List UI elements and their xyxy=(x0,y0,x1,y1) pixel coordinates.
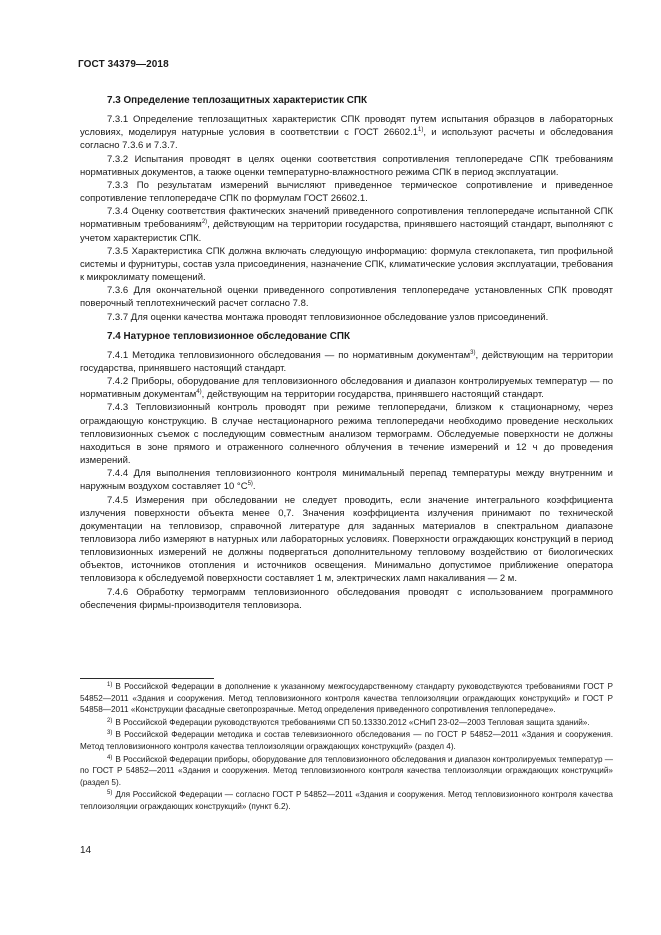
footnote-ref-2: 2) xyxy=(201,219,208,226)
paragraph-7-4-2: 7.4.2 Приборы, оборудование для тепловизионного обследования и диапазон контролируемых температур — по нормативным документам$^{4)}$, действующим на территории государства, принявшего настоящий стандарт. xyxy=(80,376,613,401)
paragraph-7-4-4: 7.4.4 Для выполнения тепловизионного контроля минимальный перепад температуры между внутренним и наружным воздухом составляет 10 $^\circ С^{5)}$. xyxy=(80,468,613,493)
paragraph-7-3-1: 7.3.1 Определение теплозащитных характеристик СПК проводят путем испытания образцов в лабораторных условиях, моделируя натурные условия в соответствии с ГОСТ 26602.1$^{1)}$, и используют расчеты и обследования согласно 7.3.6 и 7.3.7. xyxy=(80,114,613,152)
main-text xyxy=(80,94,613,612)
paragraph-7-4-5: 7.4.5 Измерения при обследовании не следует проводить, если значение интегрального коэффициента излучения поверхности объекта менее 0,7. Значения коэффициента излучения принимают по технической документации на тепловизор, справочной литературе для заданных материалов в спектральном диапазоне тепловизора либо измеряют в натурных или лабораторных условиях. Поверхности ограждающих конструкций в период тепловизионных измерений не должны подвергаться дополнительному тепловому воздействию от биологических объектов, источников отопления и источников освещения. Минимально допустимое приближение оператора тепловизора к обследуемой поверхности составляет 1 м, электрических ламп накаливания — 2 м. xyxy=(80,494,613,585)
section-heading-7-4: 7.4 Натурное тепловизионное обследование СПК xyxy=(107,330,351,342)
footnote-ref-3: 3) xyxy=(470,349,476,356)
paragraph-7-4-1: 7.4.1 Методика тепловизионного обследования — по нормативным документам$^{3)}$, действующим на территории государства, принявшего настоящий стандарт. xyxy=(80,349,614,374)
paragraph-7-3-6: 7.3.6 Для окончательной оценки приведенного сопротивления теплопередаче установленных СПК проводят поверочный теплотехнический расчет согласно 7.8. xyxy=(80,285,613,310)
paragraph-7-4-6: 7.4.6 Обработку термограмм тепловизионного обследования проводят с использованием программного обеспечения фирмы-производителя тепловизора. xyxy=(80,586,613,611)
footnote-5: $^{5)}$ Для Российской Федерации — согласно ГОСТ Р 54852—2011 «Здания и сооружения. Метод тепловизионного контроля качества теплоизоляции ограждающих конструкций» (пункт 6.2). xyxy=(80,790,613,811)
footnote-4: $^{4)}$ В Российской Федерации приборы, оборудование для тепловизионного обследования и диапазон контролируемых температур — по ГОСТ Р 54852—2011 «Здания и сооружения. Метод тепловизионного контроля качества теплоизоляции ограждающих конструкций» (раздел 5). xyxy=(80,754,613,787)
paragraph-7-3-2: 7.3.2 Испытания проводят в целях оценки соответствия сопротивления теплопередаче СПК требованиям нормативных документов, а также оценки температурно-влажностного режима СПК в период эксплуатации. xyxy=(80,153,613,178)
footnote-2: $^{2)}$ В Российской Федерации руководствуются требованиями СП 50.13330.2012 «СНиП 23-02—2003 Тепловая защита зданий». xyxy=(107,717,590,727)
paragraph-7-3-3: 7.3.3 По результатам измерений вычисляют приведенное термическое сопротивление и приведенное сопротивление теплопередаче СПК по формулам ГОСТ 26602.1. xyxy=(80,179,613,205)
paragraph-7-4-3: 7.4.3 Тепловизионный контроль проводят при режиме теплопередачи, близком к стационарному, через ограждающую конструкцию. В случае нестационарного режима теплопередачи необходимо проведение нескольких тепловизионных съемок с последующим совместным анализом термограмм. Обследуемые поверхности не должны находиться в зоне прямого и отраженного солнечного облучения в течение измерений и 12 ч до проведения измерений. xyxy=(80,402,613,467)
paragraph-7-3-4: 7.3.4 Оценку соответствия фактических значений приведенного сопротивления теплопередаче испытанной СПК нормативным требованиям$^{2)}$, действующим на территории государства, принявшего настоящий стандарт, выполняют с учетом характеристик СПК. xyxy=(80,206,614,244)
standard-code-header: ГОСТ 34379—2018 xyxy=(78,59,169,70)
section-heading-7-3: 7.3 Определение теплозащитных характеристик СПК xyxy=(107,95,368,106)
page-number: 14 xyxy=(80,845,92,856)
footnote-1: $^{1)}$ В Российской Федерации в дополнение к указанному межгосударственному стандарту руководствуются требованиями ГОСТ Р 54852—2011 «Здания и сооружения. Метод тепловизионного контроля качества теплоизоляции ограждающих конструкций» и ГОСТ Р 54858—2011 «Конструкции фасадные светопрозрачные. Метод определения приведенного сопротивления теплопередаче». xyxy=(80,682,613,715)
footnote-ref-5: 5) xyxy=(247,481,253,488)
footnote-ref-4: 4) xyxy=(196,389,202,396)
footnotes xyxy=(80,678,613,813)
paragraph-7-3-7: 7.3.7 Для оценки качества монтажа проводят тепловизионное обследование узлов присоединений. xyxy=(107,311,549,323)
footnote-divider xyxy=(80,678,214,679)
paragraph-7-3-5: 7.3.5 Характеристика СПК должна включать следующую информацию: формула стеклопакета, тип профильной системы и фурнитуры, состав узла присоединения, назначение СПК, климатические условия эксплуатации, требования к микроклимату помещений. xyxy=(80,245,613,284)
footnote-ref-1: 1) xyxy=(418,127,424,134)
footnote-3: $^{3)}$ В Российской Федерации методика и состав телевизионного обследования — по ГОСТ Р 54852—2011 «Здания и сооружения. Метод тепловизионного контроля качества теплоизоляции ограждающих конструкций» (раздел 4). xyxy=(80,730,613,751)
